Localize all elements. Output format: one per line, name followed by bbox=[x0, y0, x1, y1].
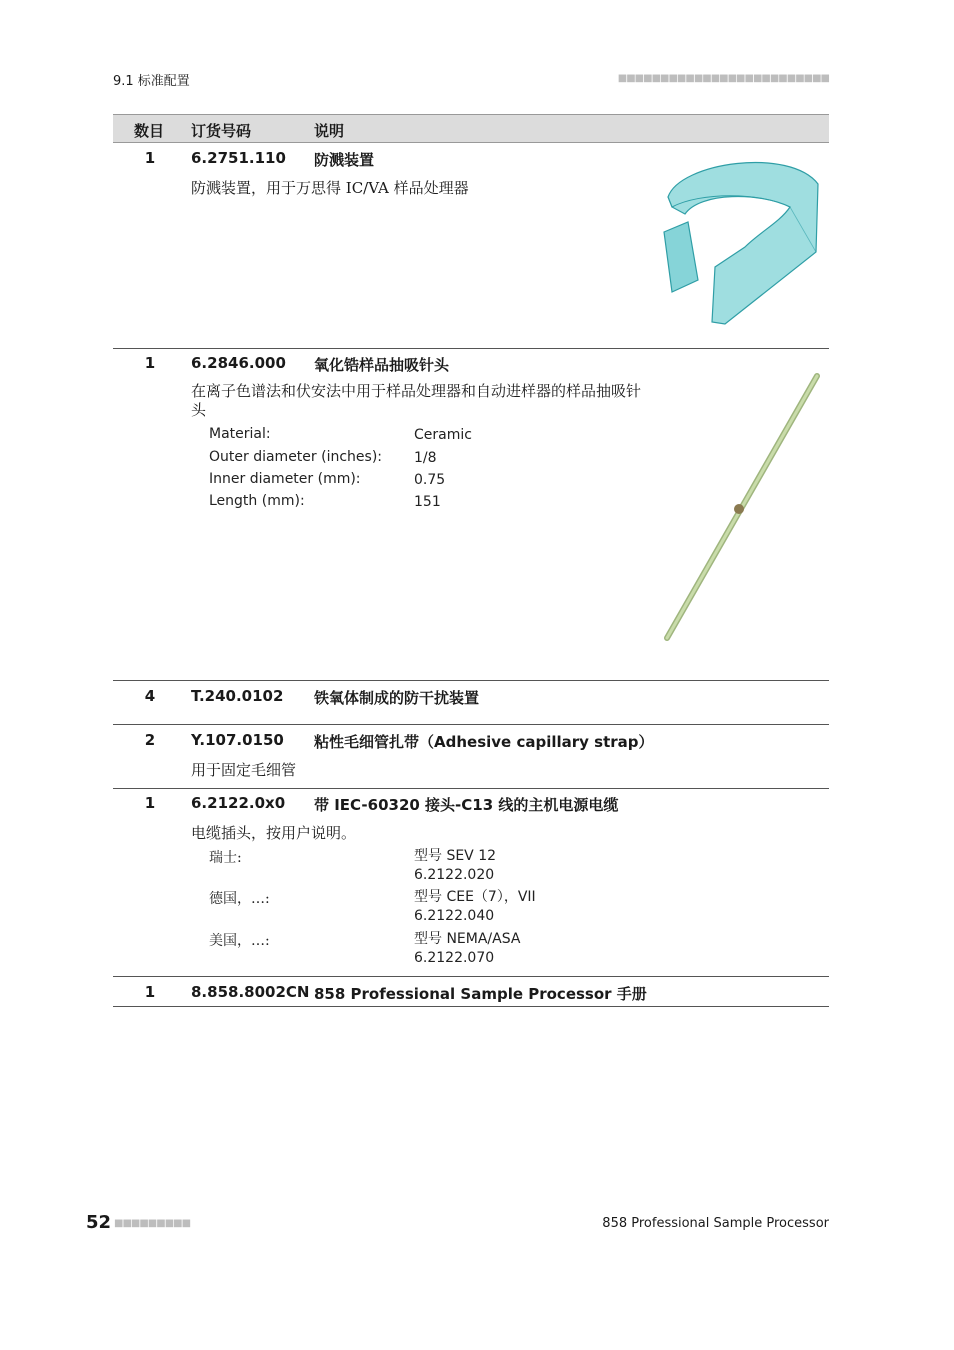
row-qty: 2 bbox=[144, 731, 156, 749]
row-code: 8.858.8002CN bbox=[191, 983, 310, 1001]
prop-value: 151 bbox=[414, 494, 441, 510]
table-header bbox=[113, 114, 829, 143]
page-number: 52 bbox=[86, 1212, 112, 1233]
col-code-header: 订货号码 bbox=[191, 122, 252, 140]
row-divider bbox=[113, 788, 829, 789]
row-divider bbox=[113, 976, 829, 977]
needle-image bbox=[655, 368, 830, 648]
row-title: 带 IEC-60320 接头-C13 线的主机电源电缆 bbox=[314, 796, 619, 814]
prop-label: 美国，…: bbox=[209, 933, 270, 949]
row-title: 氧化锆样品抽吸针头 bbox=[314, 356, 450, 374]
header-decoration: ■■■■■■■■■■■■■■■■■■■■■■■■■ bbox=[617, 73, 829, 84]
section-header: 9.1 标准配置 bbox=[113, 74, 190, 89]
row-title: 防溅装置 bbox=[314, 151, 375, 169]
row-description: 用于固定毛细管 bbox=[191, 761, 297, 779]
prop-value-code: 6.2122.040 bbox=[414, 908, 495, 924]
prop-label: 德国，…: bbox=[209, 891, 270, 907]
prop-value: 0.75 bbox=[414, 472, 446, 488]
row-code: 6.2122.0x0 bbox=[191, 794, 286, 812]
footer-decoration: ■■■■■■■■■ bbox=[114, 1218, 191, 1229]
prop-label: 瑞士: bbox=[209, 850, 242, 866]
row-qty: 1 bbox=[144, 794, 156, 812]
col-qty-header: 数目 bbox=[134, 122, 165, 140]
row-code: 6.2846.000 bbox=[191, 354, 286, 372]
row-title: 铁氧体制成的防干扰装置 bbox=[314, 689, 480, 707]
row-divider bbox=[113, 348, 829, 349]
prop-label: Inner diameter (mm): bbox=[209, 471, 361, 487]
prop-value: Ceramic bbox=[414, 427, 472, 443]
row-divider bbox=[113, 1006, 829, 1007]
row-qty: 4 bbox=[144, 687, 156, 705]
row-code: 6.2751.110 bbox=[191, 149, 286, 167]
prop-value: 型号 CEE（7），VII bbox=[414, 889, 536, 905]
row-code: T.240.0102 bbox=[191, 687, 284, 705]
row-code: Y.107.0150 bbox=[191, 731, 284, 749]
col-desc-header: 说明 bbox=[314, 122, 345, 140]
row-qty: 1 bbox=[144, 149, 156, 167]
prop-value: 1/8 bbox=[414, 450, 437, 466]
row-description: 在离子色谱法和伏安法中用于样品处理器和自动进样器的样品抽吸针头 bbox=[191, 382, 642, 419]
prop-label: Length (mm): bbox=[209, 493, 305, 509]
prop-label: Material: bbox=[209, 426, 271, 442]
prop-value-code: 6.2122.070 bbox=[414, 950, 495, 966]
splash-shield-image bbox=[660, 152, 825, 334]
row-divider bbox=[113, 680, 829, 681]
prop-value-code: 6.2122.020 bbox=[414, 867, 495, 883]
row-title: 858 Professional Sample Processor 手册 bbox=[314, 985, 647, 1003]
row-qty: 1 bbox=[144, 354, 156, 372]
row-title: 粘性毛细管扎带（Adhesive capillary strap） bbox=[314, 733, 654, 751]
prop-value: 型号 SEV 12 bbox=[414, 848, 497, 864]
row-description: 电缆插头，按用户说明。 bbox=[191, 824, 357, 842]
prop-value: 型号 NEMA/ASA bbox=[414, 931, 521, 947]
row-divider bbox=[113, 724, 829, 725]
footer-product: 858 Professional Sample Processor bbox=[602, 1216, 829, 1231]
prop-label: Outer diameter (inches): bbox=[209, 449, 382, 465]
row-qty: 1 bbox=[144, 983, 156, 1001]
row-description: 防溅装置，用于万思得 IC/VA 样品处理器 bbox=[191, 179, 469, 197]
